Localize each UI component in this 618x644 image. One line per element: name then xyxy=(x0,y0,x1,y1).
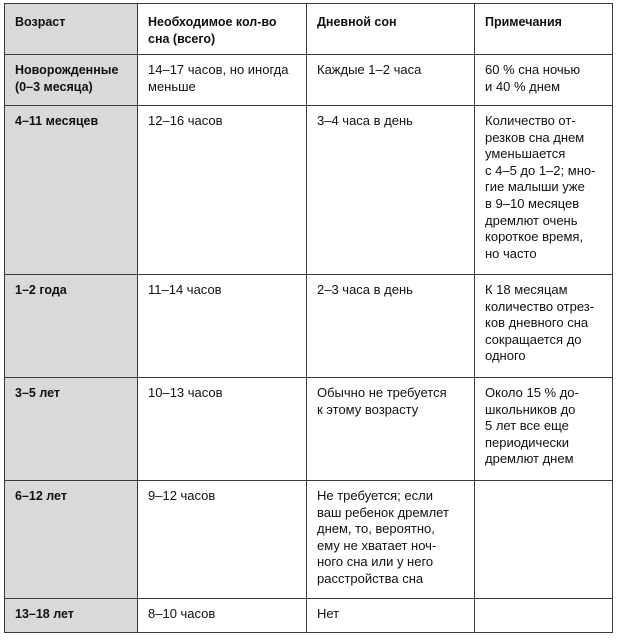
header-age: Возраст xyxy=(5,4,138,55)
table-row xyxy=(5,275,613,378)
daytime-sleep-cell: Обычно не требуется к этому возрасту xyxy=(307,378,475,481)
daytime-sleep-cell: 3–4 часа в день xyxy=(307,106,475,275)
daytime-sleep-cell: Каждые 1–2 часа xyxy=(307,55,475,106)
notes-cell: Около 15 % до- школьников до 5 лет все еще периодически дремлют днем xyxy=(475,378,613,481)
age-cell: 4–11 месяцев xyxy=(5,106,138,275)
age-cell: Новорожденные (0–3 месяца) xyxy=(5,55,138,106)
daytime-sleep-cell: 2–3 часа в день xyxy=(307,275,475,378)
age-cell: 13–18 лет xyxy=(5,599,138,633)
notes-cell xyxy=(475,481,613,599)
header-total-sleep: Необходимое кол-во сна (всего) xyxy=(138,4,307,55)
header-notes: Примечания xyxy=(475,4,613,55)
total-sleep-cell: 10–13 часов xyxy=(138,378,307,481)
table-row xyxy=(5,481,613,599)
notes-cell: 60 % сна ночью и 40 % днем xyxy=(475,55,613,106)
table-row xyxy=(5,599,613,633)
notes-cell xyxy=(475,599,613,633)
notes-cell: К 18 месяцам количество отрез- ков дневного сна сокращается до одного xyxy=(475,275,613,378)
daytime-sleep-cell: Нет xyxy=(307,599,475,633)
total-sleep-cell: 11–14 часов xyxy=(138,275,307,378)
age-cell: 3–5 лет xyxy=(5,378,138,481)
table-header-row xyxy=(5,4,613,55)
age-cell: 6–12 лет xyxy=(5,481,138,599)
notes-cell: Количество от- резков сна днем уменьшается с 4–5 до 1–2; мно- гие малыши уже в 9–10 месяцев дремлют очень короткое время, но часто xyxy=(475,106,613,275)
table-row xyxy=(5,378,613,481)
header-daytime-sleep: Дневной сон xyxy=(307,4,475,55)
total-sleep-cell: 14–17 часов, но иногда меньше xyxy=(138,55,307,106)
total-sleep-cell: 9–12 часов xyxy=(138,481,307,599)
total-sleep-cell: 12–16 часов xyxy=(138,106,307,275)
table-row xyxy=(5,55,613,106)
daytime-sleep-cell: Не требуется; если ваш ребенок дремлет днем, то, вероятно, ему не хватает ноч- ного сна или у него расстройства сна xyxy=(307,481,475,599)
table-row xyxy=(5,106,613,275)
sleep-needs-table xyxy=(4,3,613,633)
total-sleep-cell: 8–10 часов xyxy=(138,599,307,633)
age-cell: 1–2 года xyxy=(5,275,138,378)
